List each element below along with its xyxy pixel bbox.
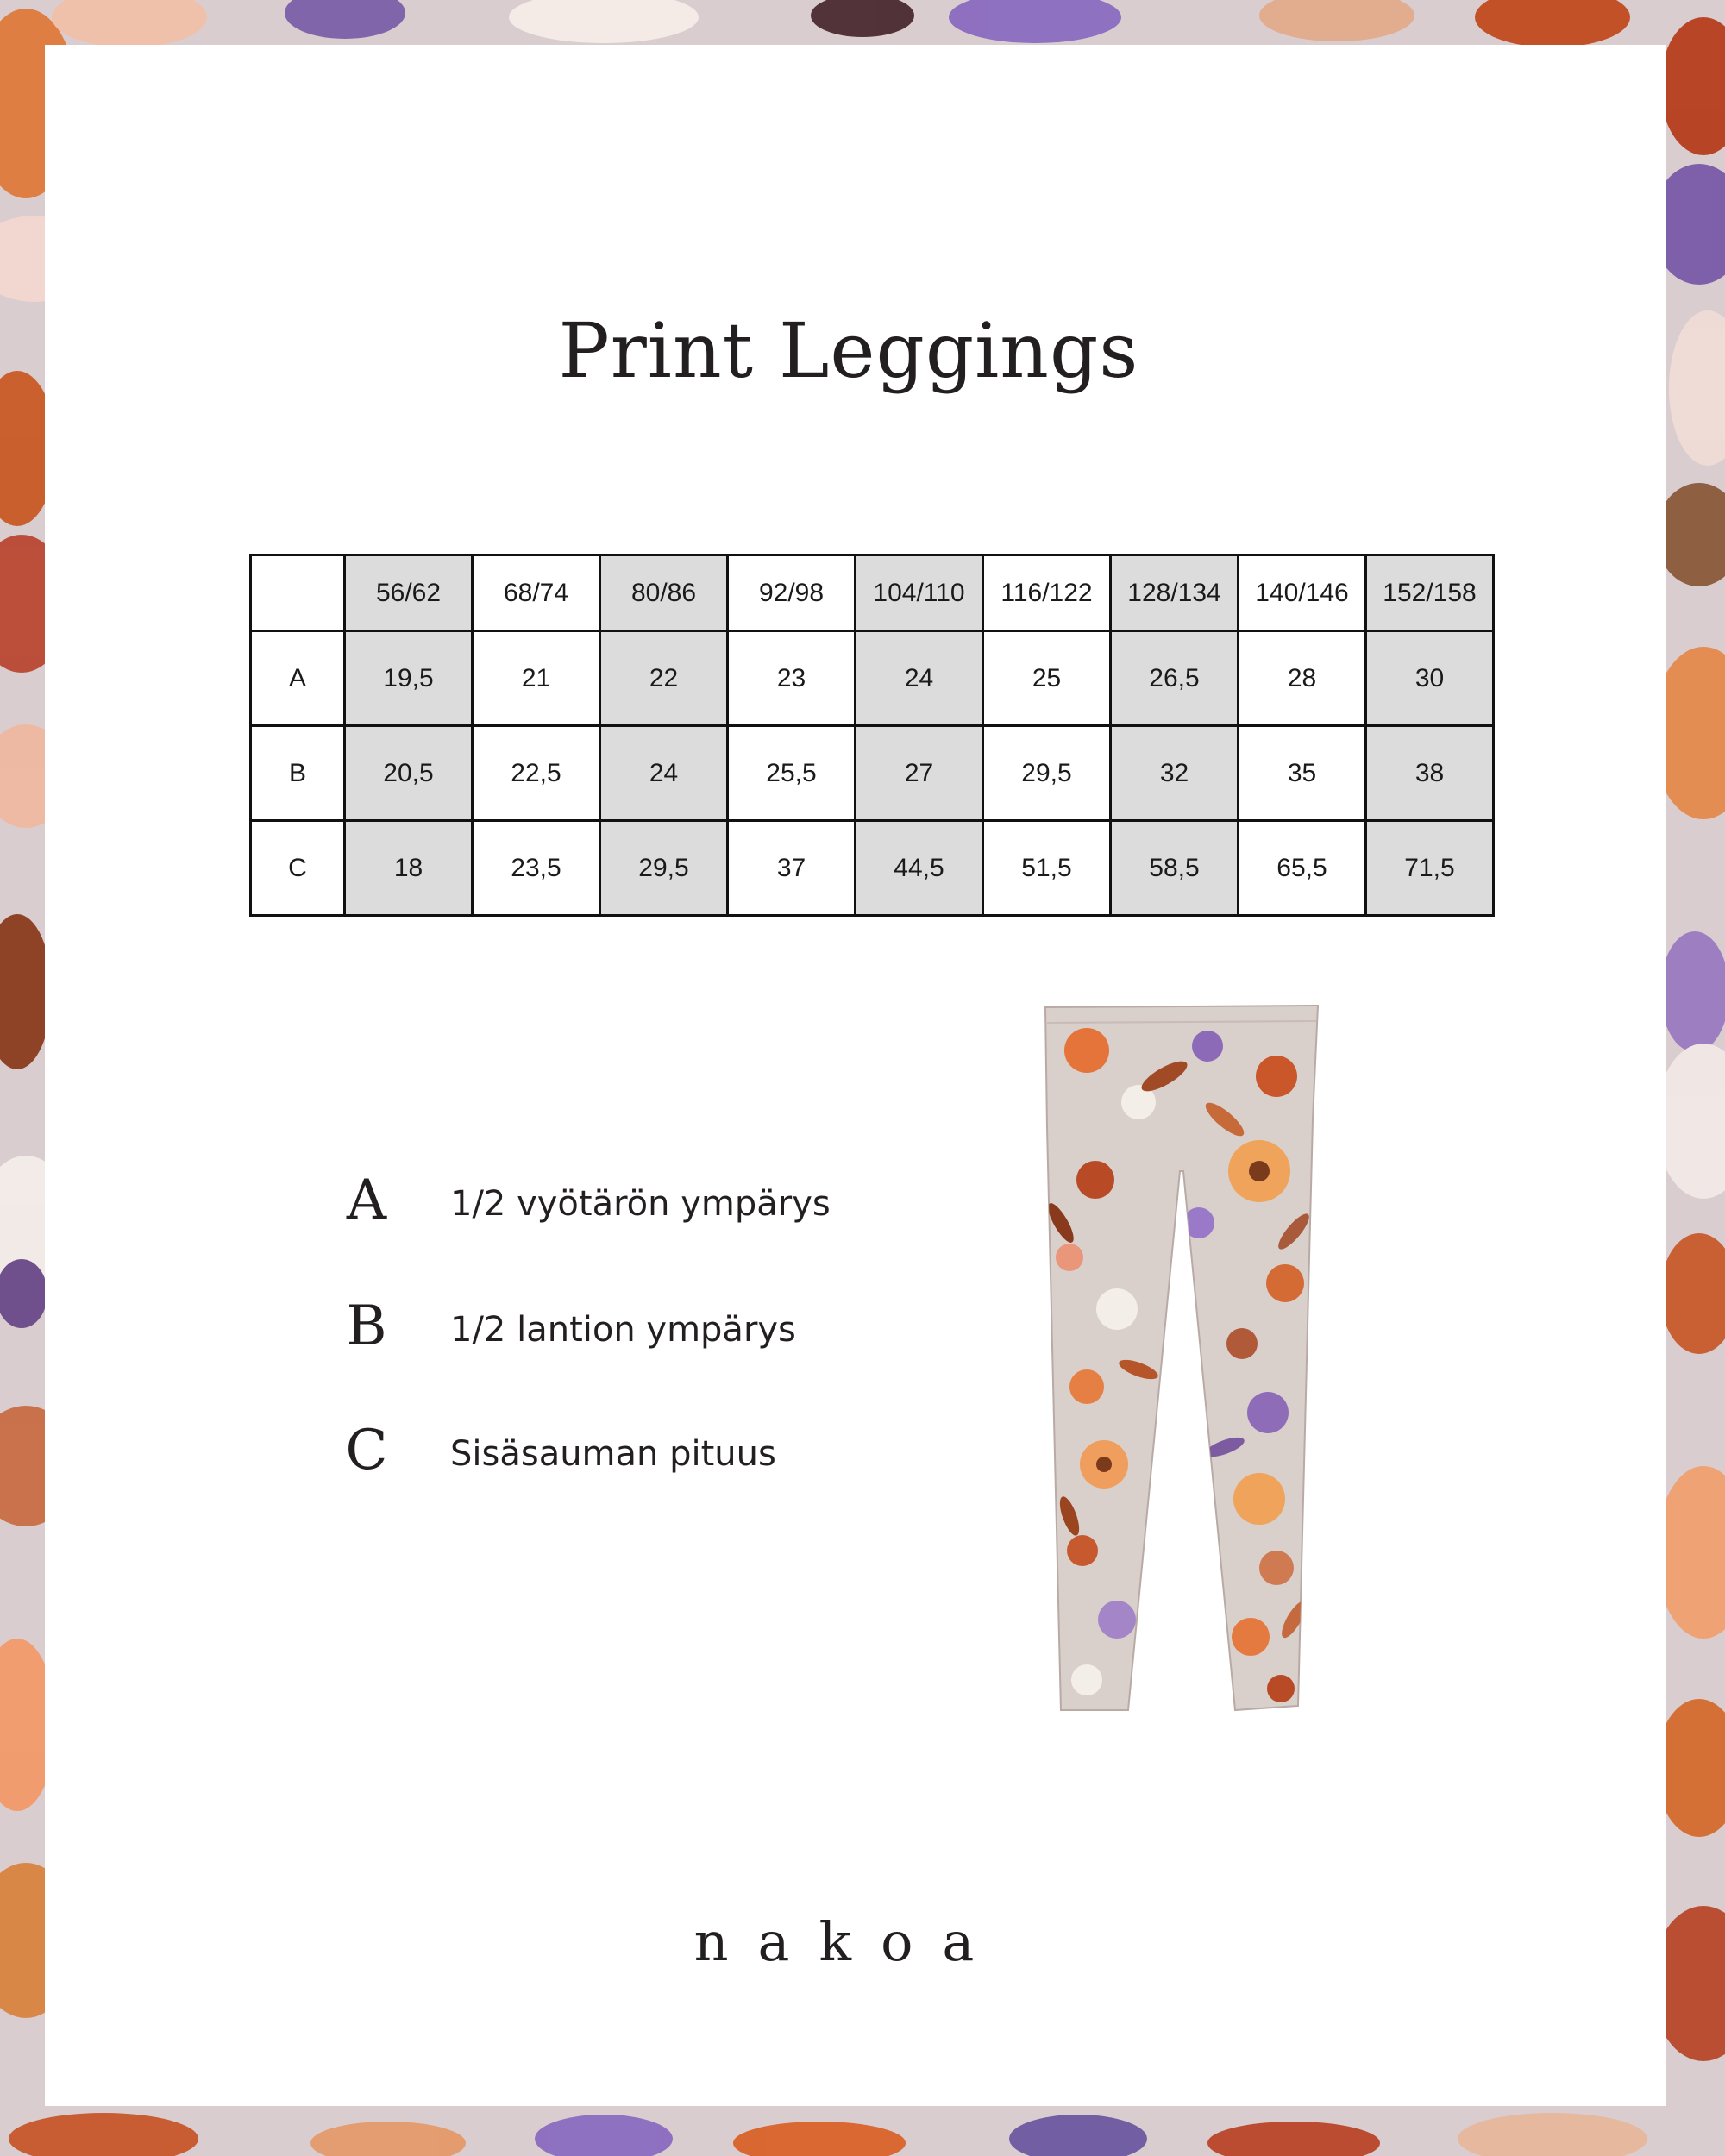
table-cell: 24 (856, 631, 983, 726)
brand-logo: nakoa (693, 1910, 1004, 1973)
table-cell: 20,5 (345, 726, 473, 821)
size-table (249, 554, 1495, 917)
table-cell: 35 (1239, 726, 1366, 821)
table-cell: 27 (856, 726, 983, 821)
legend-text: Sisäsauman pituus (450, 1434, 776, 1474)
legend-letter: B (346, 1294, 387, 1358)
size-header: 104/110 (856, 555, 983, 631)
size-header: 128/134 (1111, 555, 1239, 631)
row-label: C (251, 821, 345, 916)
row-label: A (251, 631, 345, 726)
table-corner-cell (251, 555, 345, 631)
legend-text: 1/2 lantion ympärys (450, 1310, 796, 1350)
legend-item (328, 1419, 932, 1496)
table-cell: 29,5 (600, 821, 728, 916)
legend-item (328, 1169, 932, 1246)
size-header: 56/62 (345, 555, 473, 631)
table-cell: 26,5 (1111, 631, 1239, 726)
table-cell: 18 (345, 821, 473, 916)
table-cell: 44,5 (856, 821, 983, 916)
legend-letter: A (346, 1169, 387, 1232)
legend-text: 1/2 vyötärön ympärys (450, 1184, 831, 1224)
table-cell: 65,5 (1239, 821, 1366, 916)
row-label: B (251, 726, 345, 821)
table-cell: 38 (1366, 726, 1494, 821)
table-cell: 51,5 (983, 821, 1111, 916)
table-row (251, 726, 1494, 821)
table-cell: 30 (1366, 631, 1494, 726)
table-cell: 71,5 (1366, 821, 1494, 916)
table-row (251, 821, 1494, 916)
page-title: Print Leggings (558, 306, 1139, 395)
legend-letter: C (345, 1419, 388, 1482)
size-header: 152/158 (1366, 555, 1494, 631)
table-cell: 25 (983, 631, 1111, 726)
table-cell: 22 (600, 631, 728, 726)
size-header: 116/122 (983, 555, 1111, 631)
table-cell: 28 (1239, 631, 1366, 726)
leggings-illustration (1035, 999, 1328, 1723)
table-cell: 23 (728, 631, 856, 726)
size-header: 92/98 (728, 555, 856, 631)
size-header: 68/74 (473, 555, 600, 631)
table-cell: 23,5 (473, 821, 600, 916)
legend-item (328, 1294, 932, 1372)
table-cell: 19,5 (345, 631, 473, 726)
table-cell: 29,5 (983, 726, 1111, 821)
size-header: 80/86 (600, 555, 728, 631)
table-cell: 21 (473, 631, 600, 726)
table-header-row (251, 555, 1494, 631)
table-cell: 24 (600, 726, 728, 821)
table-cell: 25,5 (728, 726, 856, 821)
table-cell: 22,5 (473, 726, 600, 821)
leggings-product-image (1035, 999, 1328, 1723)
table-cell: 37 (728, 821, 856, 916)
size-header: 140/146 (1239, 555, 1366, 631)
table-cell: 58,5 (1111, 821, 1239, 916)
table-cell: 32 (1111, 726, 1239, 821)
table-row (251, 631, 1494, 726)
